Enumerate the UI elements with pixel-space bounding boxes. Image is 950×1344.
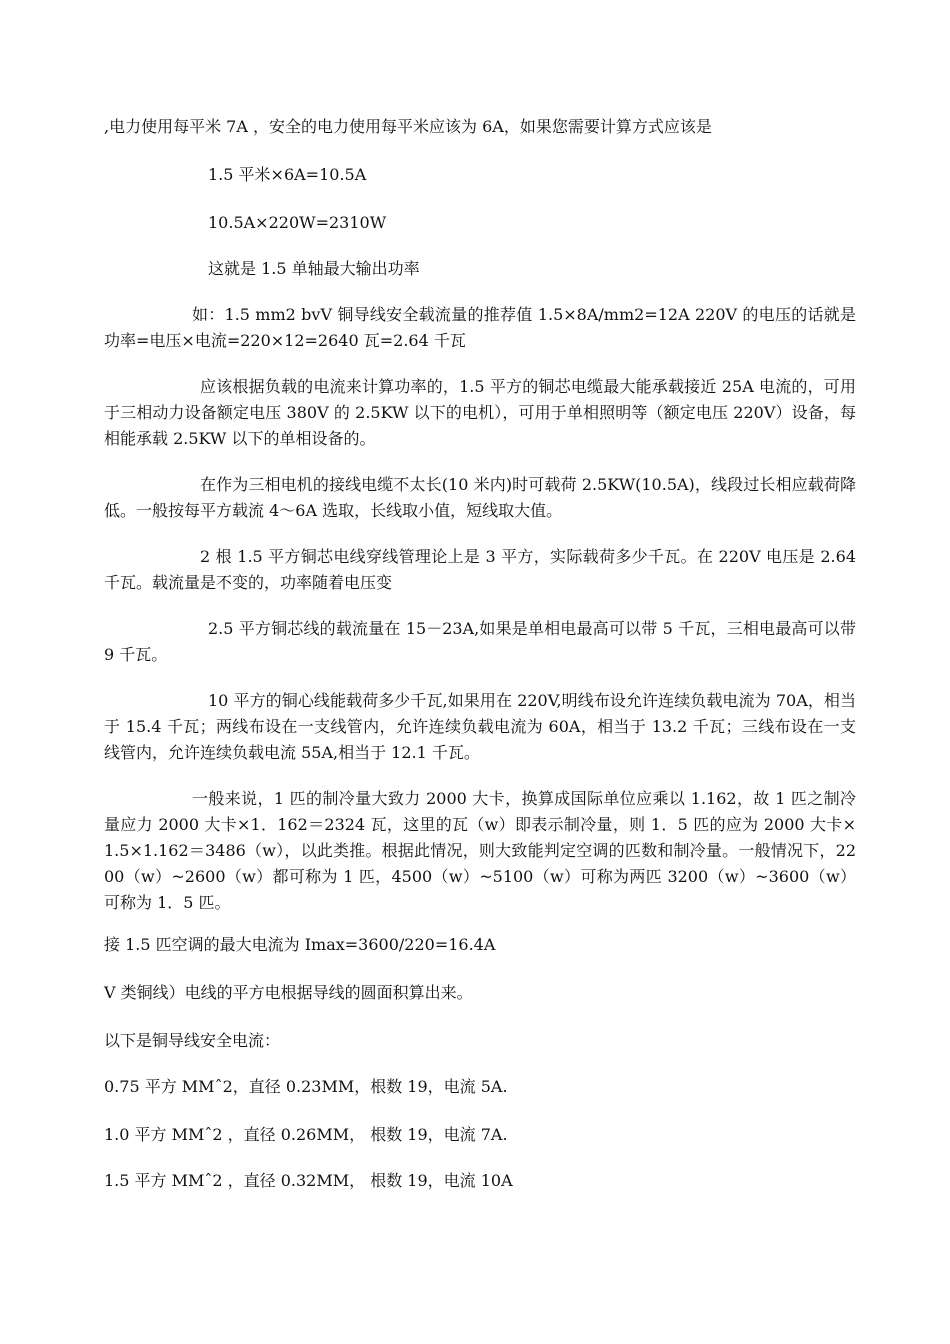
- paragraph-6: 2.5 平方铜芯线的载流量在 15－23A,如果是单相电最高可以带 5 千瓦，三相电最高可以带 9 千瓦。: [104, 619, 856, 664]
- formula-line-2: 10.5A×220W=2310W: [208, 213, 387, 232]
- paragraph-8: 一般来说，1 匹的制冷量大致力 2000 大卡，换算成国际单位应乘以 1.162，故 1 匹之制冷量应力 2000 大卡×1．162＝2324 瓦，这里的瓦（w）即表示制冷量，则 1．5 匹的应为 2000 大卡×1.5×1.162＝3486（w），以此类推。根据此情况，则大致能判定空调的匹数和制冷量。一般情况下，2200（w）~2600（w）都可称为 1 匹，4500（w）~5100（w）可称为两匹 3200（w）~3600（w）可称为 1．5 匹。: [104, 789, 856, 912]
- paragraph-3: 应该根据负载的电流来计算功率的，1.5 平方的铜芯电缆最大能承载接近 25A 电流的，可用于三相动力设备额定电压 380V 的 2.5KW 以下的电机），可用于单相照明等（额定电压 220V）设备，每相能承载 2.5KW 以下的单相设备的。: [104, 377, 856, 448]
- formula-line-1: 1.5 平米×6A=10.5A: [208, 165, 367, 184]
- paragraph-7: 10 平方的铜心线能载荷多少千瓦,如果用在 220V,明线布设允许连续负载电流为 70A，相当于 15.4 千瓦；两线布设在一支线管内，允许连续负载电流为 60A，相当于 13.2 千瓦；三线布设在一支线管内，允许连续负载电流 55A,相当于 12.1 千瓦。: [104, 691, 856, 762]
- paragraph-1: ,电力使用每平米 7A ，安全的电力使用每平米应该为 6A，如果您需要计算方式应该是: [104, 117, 712, 136]
- paragraph-4: 在作为三相电机的接线电缆不太长(10 米内)时可载荷 2.5KW(10.5A)，线段过长相应载荷降低。一般按每平方载流 4～6A 选取，长线取小值，短线取大值。: [104, 475, 856, 520]
- list-item-2: 1.0 平方 MMˆ2 ，直径 0.26MM， 根数 19，电流 7A.: [104, 1125, 508, 1144]
- list-heading: 以下是铜导线安全电流：: [104, 1031, 281, 1050]
- list-item-3: 1.5 平方 MMˆ2 ，直径 0.32MM， 根数 19，电流 10A: [104, 1171, 513, 1190]
- paragraph-10: V 类铜线）电线的平方电根据导线的圆面积算出来。: [104, 983, 473, 1002]
- list-item-1: 0.75 平方 MMˆ2，直径 0.23MM，根数 19，电流 5A.: [104, 1077, 508, 1096]
- paragraph-5: 2 根 1.5 平方铜芯电线穿线管理论上是 3 平方，实际载荷多少千瓦。在 220V 电压是 2.64 千瓦。载流量是不变的，功率随着电压变: [104, 547, 856, 592]
- paragraph-2: 如：1.5 mm2 bvV 铜导线安全载流量的推荐值 1.5×8A/mm2=12A 220V 的电压的话就是功率=电压×电流=220×12=2640 瓦=2.64 千瓦: [104, 305, 856, 350]
- paragraph-9: 接 1.5 匹空调的最大电流为 Imax=3600/220=16.4A: [104, 935, 496, 954]
- formula-line-3: 这就是 1.5 单轴最大输出功率: [208, 259, 420, 278]
